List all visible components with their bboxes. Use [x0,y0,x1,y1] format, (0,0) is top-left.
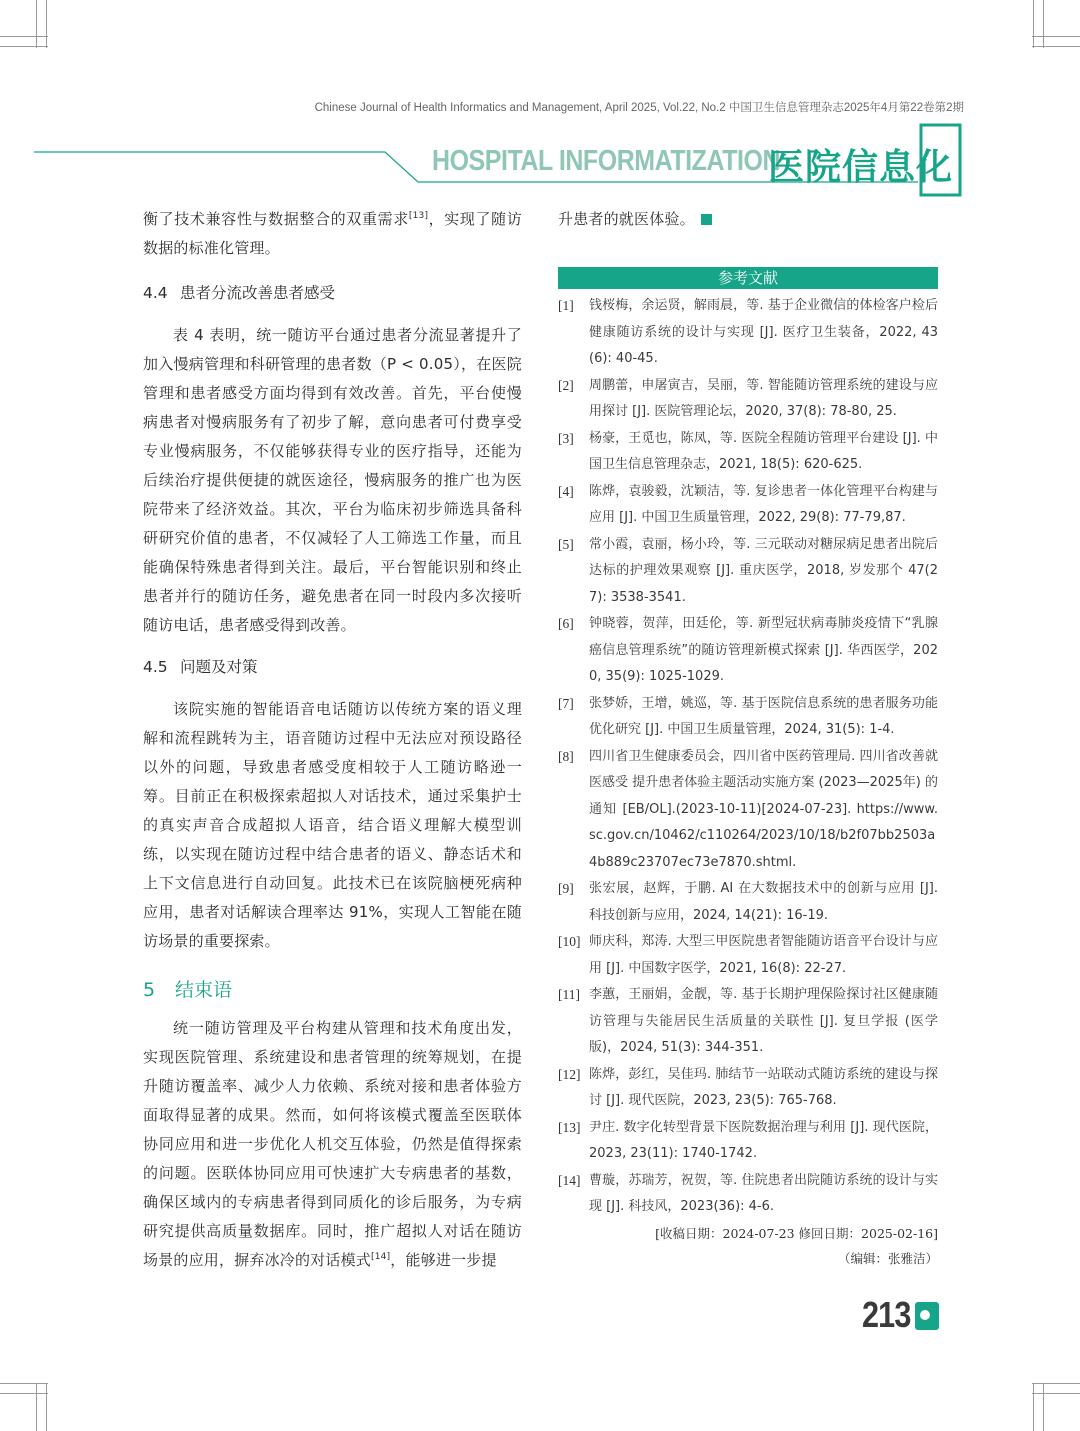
reference-item [558,611,938,691]
reference-item [558,373,938,426]
reference-text: 钱桜梅，余运贤，解雨晨，等. 基于企业微信的体检客户检后健康随访系统的设计与实现 [J]. 医疗卫生装备，2022, 43(6): 40-45. [589,298,938,366]
reference-number: [1] [558,298,574,313]
reference-text: 张宏展，赵辉，于鹏. AI 在大数据技术中的创新与应用 [J]. 科技创新与应用，2024, 14(21): 16-19. [589,881,938,923]
reference-number: [9] [558,881,574,896]
references-list [558,293,938,1221]
crop-mark [1032,1383,1080,1384]
reference-text: 钟晓蓉，贺萍，田廷伦，等. 新型冠状病毒肺炎疫情下“乳腺癌信息管理系统”的随访管理新模式探索 [J]. 华西医学，2020, 35(9): 1025-1029. [589,616,938,684]
crop-mark [1043,1383,1044,1431]
crop-mark [1033,0,1034,48]
reference-text: 陈烨，彭红，吴佳玛. 肺结节一站联动式随访系统的建设与探讨 [J]. 现代医院，2023, 23(5): 765-768. [589,1066,938,1108]
section-4-4-body: 表 4 表明，统一随访平台通过患者分流显著提升了加入慢病管理和科研管理的患者数（P < 0.05），在医院管理和患者感受方面均得到有效改善。首先，平台使慢病患者对慢病服务有了初步了解，意向患者可付费享受专业慢病服务，不仅能够获得专业的医疗指导，还能为后续治疗提供便捷的就医途径，慢病服务的推广也为医院带来了经济效益。其次，平台为临床初步筛选具备科研研究价值的患者，不仅减轻了人工筛选工作量，而且能确保特殊患者得到关注。最后，平台智能识别和终止患者并行的随访任务，避免患者在同一时段内多次接听随访电话，患者感受得到改善。 [143,326,522,634]
crop-mark [36,1383,37,1431]
reference-item [558,1168,938,1221]
reference-item [558,532,938,612]
crop-mark [1033,1383,1034,1431]
reference-text: 张梦娇，王增，姚巡，等. 基于医院信息系统的患者服务功能优化研究 [J]. 中国卫生质量管理，2024, 31(5): 1-4. [589,695,938,737]
reference-number: [6] [558,616,574,631]
reference-number: [12] [558,1066,581,1082]
reference-text: 曹璇，苏瑞芳，祝贺，等. 住院患者出院随访系统的设计与实现 [J]. 科技风，2023(36): 4-6. [589,1172,938,1214]
reference-number: [4] [558,483,574,499]
crop-mark [1043,0,1044,48]
intro-paragraph: 衡了技术兼容性与数据整合的双重需求[13]，实现了随访数据的标准化管理。 [143,210,522,257]
right-column [558,205,938,1271]
reference-item [558,876,938,929]
crop-mark [0,1383,48,1384]
continuation-paragraph: 升患者的就医体验。 [558,205,938,234]
reference-text: 陈烨，袁骏毅，沈颖洁，等. 复诊患者一体化管理平台构建与应用 [J]. 中国卫生质量管理，2022, 29(8): 77-79,87. [589,483,938,525]
reference-item [558,744,938,877]
section-title-chinese: 医院信息化 [768,147,954,188]
references-heading: 参考文献 [558,267,938,289]
section-heading-4-5: 4.5 问题及对策 [143,658,258,676]
page-number: 213 [862,1294,911,1335]
reference-text: 师庆科，郑涛. 大型三甲医院患者智能随访语音平台设计与应用 [J]. 中国数字医学，2021, 16(8): 22-27. [589,934,938,976]
reference-text: 四川省卫生健康委员会，四川省中医药管理局. 四川省改善就医感受 提升患者体验主题活动实施方案 (2023—2025年) 的通知 [EB/OL].(2023-10-11)[2024-07-23]. https://www.sc.gov.cn/10462/c110264/2023/10/18/b2f07bb2503a4b889c23707ec73e7870.shtml. [589,748,938,870]
received-revised-dates: [收稿日期：2024-07-23 修回日期：2025-02-16] [655,1225,938,1241]
crop-mark [36,0,37,48]
reference-number: [14] [558,1172,581,1188]
section-4-5-body: 该院实施的智能语音电话随访以传统方案的语义理解和流程跳转为主，语音随访过程中无法应对预设路径以外的问题，导致患者感受度相较于人工随访略逊一筹。目前正在积极探索超拟人对话技术，通过采集护士的真实声音合成超拟人语音，结合语义理解大模型训练，以实现在随访过程中结合患者的语义、静态话术和上下文信息进行自动回复。此技术已在该院脑梗死病种应用，患者对话解读合理率达 91%，实现人工智能在随访场景的重要探索。 [143,700,522,950]
crop-mark [1032,1393,1080,1394]
reference-item [558,929,938,982]
reference-item [558,691,938,744]
reference-text: 尹庄. 数字化转型背景下医院数据治理与利用 [J]. 现代医院，2023, 23(11): 1740-1742. [589,1119,938,1161]
crop-mark [46,0,47,48]
section-heading-5: 5 结束语 [143,979,233,1001]
reference-text: 常小霞，袁丽，杨小玲，等. 三元联动对糖尿病足患者出院后达标的护理效果观察 [J]. 重庆医学，2018, 岁发那个 47(27): 3538-3541. [589,536,938,605]
crop-mark [0,46,48,47]
crop-mark [1032,36,1080,37]
crop-mark [46,1383,47,1431]
citation: [14] [371,1252,391,1262]
reference-text: 李蕙，王丽娟，金靓，等. 基于长期护理保险探讨社区健康随访管理与失能居民生活质量的关联性 [J]. 复旦学报 (医学版)，2024, 51(3): 344-351. [589,987,938,1055]
reference-number: [5] [558,536,574,552]
reference-item [558,426,938,479]
reference-number: [8] [558,748,574,764]
reference-item [558,1062,938,1115]
crop-mark [0,1393,48,1394]
crop-mark [0,36,48,37]
reference-text: 杨豪，王觅也，陈凤，等. 医院全程随访管理平台建设 [J]. 中国卫生信息管理杂志，2021, 18(5): 620-625. [589,430,938,472]
reference-number: [13] [558,1119,581,1135]
end-of-article-mark [701,214,712,225]
journal-citation-line: Chinese Journal of Health Informatics and Management, April 2025, Vol.22, No.2 中国卫生信息管理杂志2025年4月第22卷第2期 [314,102,964,114]
reference-number: [3] [558,430,574,446]
citation: [13] [408,211,429,221]
left-column [143,205,522,1275]
section-heading-4-4: 4.4 患者分流改善患者感受 [143,284,336,302]
editor-note: （编辑：张雅洁） [837,1250,938,1266]
crop-mark [1032,46,1080,47]
reference-number: [11] [558,987,580,1002]
reference-number: [7] [558,695,574,711]
reference-item [558,479,938,532]
reference-text: 周鹏蕾，申屠寅吉，吴丽，等. 智能随访管理系统的建设与应用探讨 [J]. 医院管理论坛，2020, 37(8): 78-80, 25. [589,377,938,419]
section-title-english: HOSPITAL INFORMATIZATION [432,145,781,177]
section-5-body: 统一随访管理及平台构建从管理和技术角度出发，实现医院管理、系统建设和患者管理的统筹规划，在提升随访覆盖率、减少人力依赖、系统对接和患者体验方面取得显著的成果。然而，如何将该模式覆盖至医联体协同应用和进一步优化人机交互体验，仍然是值得探索的问题。医联体协同应用可快速扩大专病患者的基数，确保区域内的专病患者得到同质化的诊后服务，为专病研究提供高质量数据库。同时，推广超拟人对话在随访场景的应用，摒弃冰冷的对话模式[14]，能够进一步提 [143,1019,522,1269]
reference-number: [10] [558,934,581,949]
reference-item [558,982,938,1062]
reference-item [558,293,938,373]
reference-number: [2] [558,377,574,393]
page-marker-icon [915,1302,939,1330]
reference-item [558,1115,938,1168]
